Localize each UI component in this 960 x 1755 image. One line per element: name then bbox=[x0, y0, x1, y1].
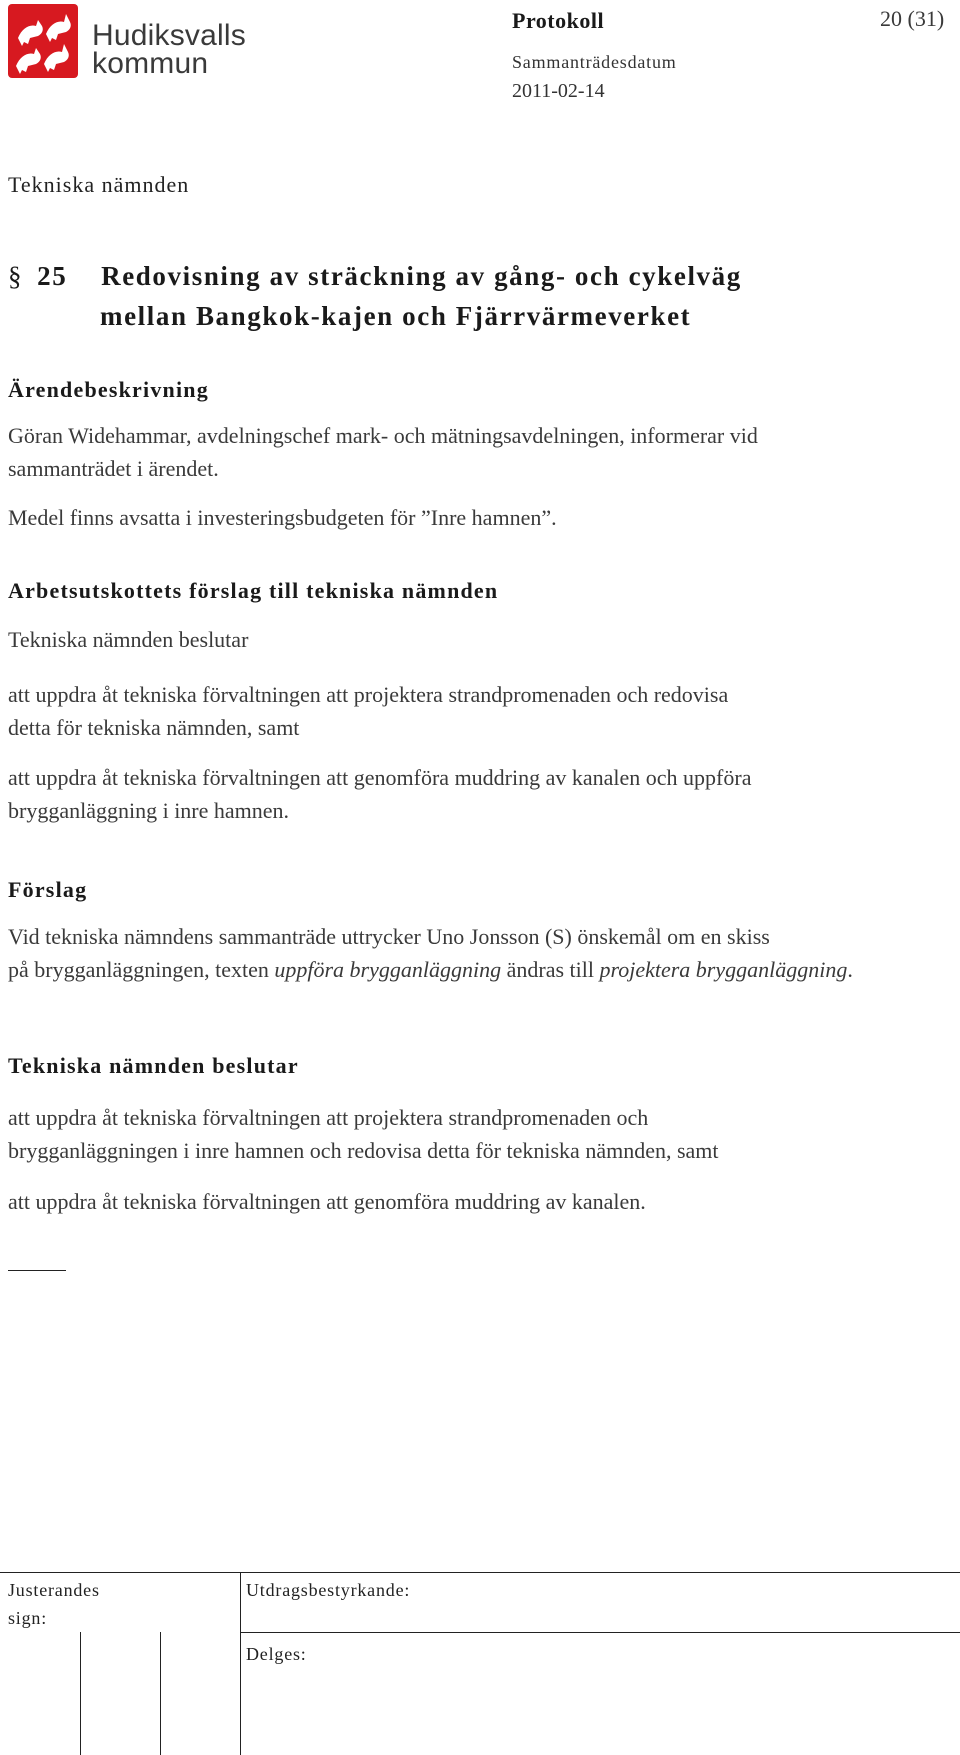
logo-line-2: kommun bbox=[92, 47, 209, 80]
logo-wordmark bbox=[92, 19, 246, 80]
forslag-quote-new: projektera brygganläggning bbox=[599, 957, 848, 982]
au-forslag-paragraph-1 bbox=[8, 678, 948, 744]
footer-sign-cell-divider-1 bbox=[80, 1632, 81, 1755]
beslut-heading: Tekniska nämnden beslutar bbox=[8, 1053, 299, 1078]
arende-paragraph-2: Medel finns avsatta i investeringsbudgeten för ”Inre hamnen”. bbox=[8, 505, 557, 530]
paragraph-symbol: § bbox=[8, 261, 24, 291]
arende-heading: Ärendebeskrivning bbox=[8, 377, 209, 402]
forslag-paragraph bbox=[8, 920, 948, 986]
au-p2-line-2: brygganläggning i inre hamnen. bbox=[8, 798, 290, 823]
au-p2-line-1: att uppdra åt tekniska förvaltningen att genomföra muddring av kanalen och uppföra bbox=[8, 765, 752, 790]
footer-divider bbox=[240, 1572, 241, 1755]
committee-name: Tekniska nämnden bbox=[8, 172, 190, 197]
utdragsbestyrkande-label: Utdragsbestyrkande: bbox=[246, 1580, 411, 1600]
hudiksvall-logo-mark bbox=[8, 4, 78, 78]
date-label: Sammanträdesdatum bbox=[512, 52, 677, 72]
end-rule bbox=[8, 1270, 66, 1271]
footer-sign-cell-divider-2 bbox=[160, 1632, 161, 1755]
beslut-p1-line-1: att uppdra åt tekniska förvaltningen att projektera strandpromenaden och bbox=[8, 1105, 649, 1130]
section-heading bbox=[8, 256, 948, 336]
footer-middle-border bbox=[240, 1632, 960, 1633]
section-title-line-2: mellan Bangkok-kajen och Fjärrvärmeverket bbox=[100, 301, 692, 331]
forslag-heading: Förslag bbox=[8, 877, 88, 902]
document-title: Protokoll bbox=[512, 8, 605, 33]
logo-line-1: Hudiksvalls bbox=[92, 19, 246, 52]
forslag-text-c: ändras till bbox=[501, 957, 600, 982]
section-title-line-1: Redovisning av sträckning av gång- och cykelväg bbox=[101, 261, 742, 291]
beslut-paragraph-1 bbox=[8, 1101, 948, 1167]
forslag-line-2 bbox=[8, 953, 948, 986]
sign-label: sign: bbox=[8, 1608, 48, 1628]
justerandes-label: Justerandes bbox=[8, 1580, 100, 1600]
forslag-text-a: på brygganläggningen, texten bbox=[8, 957, 275, 982]
section-number: 25 bbox=[37, 261, 68, 291]
justerandes-sign-label bbox=[8, 1576, 100, 1632]
arende-p1-line-1: Göran Widehammar, avdelningschef mark- och mätningsavdelningen, informerar vid bbox=[8, 423, 758, 448]
au-forslag-heading: Arbetsutskottets förslag till tekniska nämnden bbox=[8, 578, 499, 603]
arende-paragraph-1 bbox=[8, 419, 948, 485]
au-forslag-paragraph-2 bbox=[8, 761, 948, 827]
delges-label: Delges: bbox=[246, 1644, 307, 1664]
au-forslag-intro: Tekniska nämnden beslutar bbox=[8, 627, 249, 652]
forslag-text-e: . bbox=[847, 957, 853, 982]
page-number: 20 (31) bbox=[880, 6, 945, 31]
forslag-quote-old: uppföra brygganläggning bbox=[274, 957, 502, 982]
meeting-date: 2011-02-14 bbox=[512, 80, 605, 102]
forslag-line-1: Vid tekniska nämndens sammanträde uttrycker Uno Jonsson (S) önskemål om en skiss bbox=[8, 924, 770, 949]
footer-top-border bbox=[0, 1572, 960, 1573]
goat-emblem-icon bbox=[8, 4, 78, 78]
beslut-paragraph-2: att uppdra åt tekniska förvaltningen att genomföra muddring av kanalen. bbox=[8, 1189, 646, 1214]
au-p1-line-1: att uppdra åt tekniska förvaltningen att projektera strandpromenaden och redovisa bbox=[8, 682, 729, 707]
arende-p1-line-2: sammanträdet i ärendet. bbox=[8, 456, 219, 481]
au-p1-line-2: detta för tekniska nämnden, samt bbox=[8, 715, 300, 740]
beslut-p1-line-2: brygganläggningen i inre hamnen och redovisa detta för tekniska nämnden, samt bbox=[8, 1138, 719, 1163]
